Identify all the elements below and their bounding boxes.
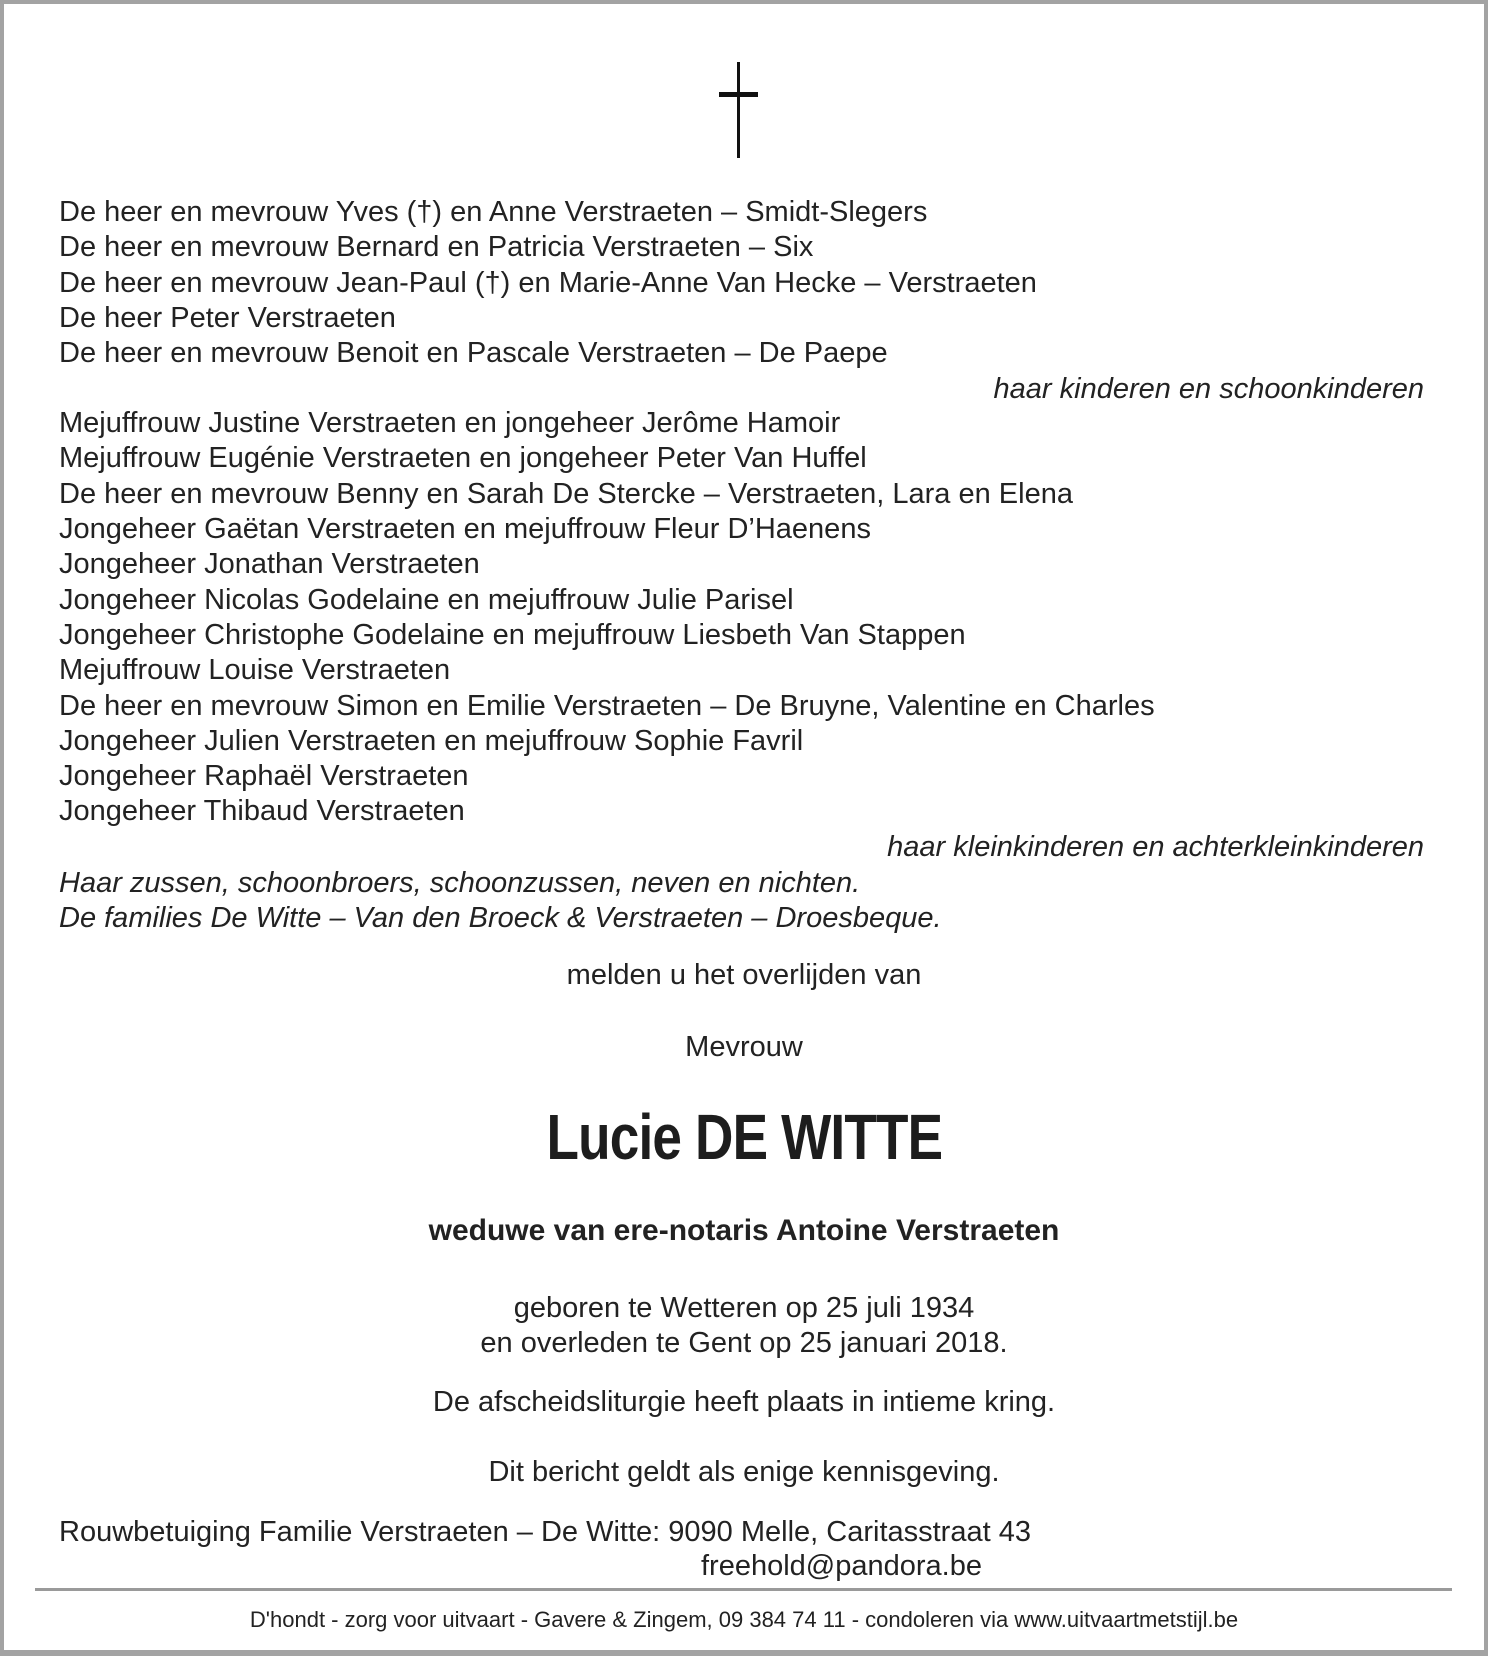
child-line: De heer en mevrouw Yves (†) en Anne Verstraeten – Smidt-Slegers [59,196,928,228]
grandchild-line: Mejuffrouw Justine Verstraeten en jongeheer Jerôme Hamoir [59,407,841,439]
child-line: De heer en mevrouw Bernard en Patricia Verstraeten – Six [59,231,814,263]
cross-icon-bar [719,92,758,97]
deceased-name: Lucie DE WITTE [546,1101,942,1173]
grandchild-line: Jongeheer Julien Verstraeten en mejuffrouw Sophie Favril [59,725,804,757]
grandchild-line: Jongeheer Raphaël Verstraeten [59,760,469,792]
grandchild-line: De heer en mevrouw Benny en Sarah De Stercke – Verstraeten, Lara en Elena [59,478,1073,510]
grandchild-line: Mejuffrouw Eugénie Verstraeten en jongeheer Peter Van Huffel [59,442,867,474]
grandchild-line: Jongeheer Gaëtan Verstraeten en mejuffrouw Fleur D’Haenens [59,513,871,545]
condolence-address: Rouwbetuiging Familie Verstraeten – De Witte: 9090 Melle, Caritasstraat 43 [59,1516,1031,1548]
grandchild-line: Jongeheer Nicolas Godelaine en mejuffrouw Julie Parisel [59,584,794,616]
condolence-email[interactable]: freehold@pandora.be [701,1550,982,1582]
divider [35,1588,1452,1591]
deceased-subtitle: weduwe van ere-notaris Antoine Verstraeten [428,1214,1060,1247]
grandchild-line: Mejuffrouw Louise Verstraeten [59,654,451,686]
grandchildren-caption: haar kleinkinderen en achterkleinkinderen [887,831,1424,863]
liturgy-info: De afscheidsliturgie heeft plaats in intieme kring. [432,1386,1056,1418]
grandchild-line: Jongeheer Christophe Godelaine en mejuffrouw Liesbeth Van Stappen [59,619,966,651]
children-caption: haar kinderen en schoonkinderen [993,373,1424,405]
child-line: De heer en mevrouw Jean-Paul (†) en Marie-Anne Van Hecke – Verstraeten [59,267,1037,299]
grandchild-line: De heer en mevrouw Simon en Emilie Verstraeten – De Bruyne, Valentine en Charles [59,690,1155,722]
announcement: melden u het overlijden van [566,959,922,991]
grandchild-line: Jongeheer Thibaud Verstraeten [59,795,465,827]
honorific: Mevrouw [685,1031,803,1063]
grandchild-line: Jongeheer Jonathan Verstraeten [59,548,480,580]
death-info: en overleden te Gent op 25 januari 2018. [480,1327,1008,1359]
notice-text: Dit bericht geldt als enige kennisgeving. [488,1456,1000,1488]
funeral-home-footer: D'hondt - zorg voor uitvaart - Gavere & Zingem, 09 384 74 11 - condoleren via www.uitvaartmetstijl.be [249,1607,1239,1632]
child-line: De heer en mevrouw Benoit en Pascale Verstraeten – De Paepe [59,337,888,369]
obituary-page [4,4,1484,1650]
cross-icon [737,62,740,158]
family-line: Haar zussen, schoonbroers, schoonzussen, neven en nichten. [59,867,861,899]
child-line: De heer Peter Verstraeten [59,302,396,334]
family-line: De families De Witte – Van den Broeck & Verstraeten – Droesbeque. [59,902,942,934]
birth-info: geboren te Wetteren op 25 juli 1934 [513,1292,975,1324]
